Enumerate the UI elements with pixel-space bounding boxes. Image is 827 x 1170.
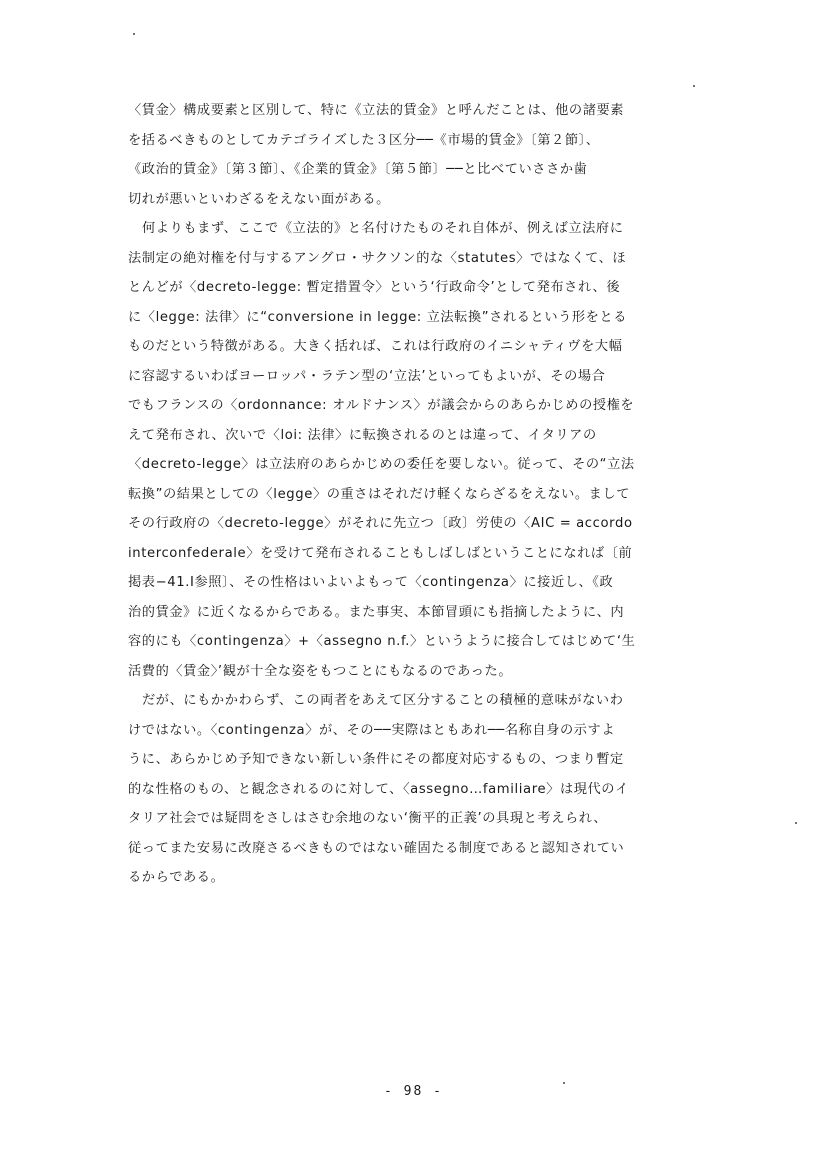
text-line: うに、あらかじめ予知できない新しい条件にその都度対応するもの、つまり暫定 — [128, 752, 624, 767]
scan-speck — [133, 33, 135, 35]
text-line: 《政治的賃金》〔第３節〕、《企業的賃金》〔第５節〕──と比べていささか歯 — [128, 162, 588, 177]
text-line: 活費的〈賃金〉’観が十全な姿をもつことにもなるのであった。 — [128, 663, 513, 679]
text-line: 何よりもまず、ここで《立法的》と名付けたものそれ自体が、例えば立法府に — [142, 221, 624, 236]
text-line: 容的にも〈contingenza〉+〈assegno n.f.〉というように接合してはじめて‘生 — [128, 634, 636, 649]
text-line: けではない。〈contingenza〉が、その──実際はともあれ──名称自身の示すよ — [128, 722, 616, 738]
text-line: 転換”の結果としての〈legge〉の重さはそれだけ軽くならざるをえない。まして — [128, 486, 631, 502]
text-line: 的な性格のもの、と観念されるのに対して、〈assegno…familiare〉は現代のイ — [128, 781, 629, 797]
text-line: 〈賃金〉構成要素と区別して、特に《立法的賃金》と呼んだことは、他の諸要素 — [128, 103, 625, 118]
text-line: えて発布され、次いで〈loi: 法律〉に転換されるのとは違って、イタリアの — [128, 427, 597, 443]
text-line: 治的賃金》に近くなるからである。また事実、本節冒頭にも指摘したように、内 — [128, 604, 625, 620]
page-number: - 98 - — [384, 1084, 443, 1099]
scan-speck — [795, 822, 797, 824]
text-line: を括るべきものとしてカテゴライズした３区分──《市場的賃金》〔第２節〕、 — [128, 132, 600, 148]
text-line: 法制定の絶対権を付与するアングロ・サクソン的な〈statutes〉ではなくて、ほ — [128, 250, 627, 266]
text-line: ものだという特徴がある。大きく括れば、これは行政府のイニシャティヴを大幅 — [128, 339, 623, 354]
text-line: 掲表−41.Ⅰ参照〕、その性格はいよいよもって〈contingenza〉に接近し、《政 — [128, 575, 614, 590]
text-line: に〈legge: 法律〉に“conversione in legge: 立法転換”されるという形をとる — [128, 309, 628, 325]
text-line: 切れが悪いといわざるをえない面がある。 — [128, 191, 390, 207]
text-line: interconfederale〉を受けて発布されることもしばしばということになれば〔前 — [128, 545, 633, 561]
text-line: でもフランスの〈ordonnance: オルドナンス〉が議会からのあらかじめの授権を — [128, 398, 635, 413]
text-line: とんどが〈decreto-legge: 暫定措置令〉という‘行政命令’として発布され、後 — [128, 280, 621, 295]
text-line: 従ってまた安易に改廃さるべきものではない確固たる制度であると認知されてい — [128, 840, 625, 856]
text-line: に容認するいわばヨーロッパ・ラテン型の‘立法’といってもよいが、その場合 — [128, 368, 606, 384]
text-line: だが、にもかかわらず、この両者をあえて区分することの積極的意味がないわ — [142, 693, 624, 708]
text-line: タリア社会では疑問をさしはさむ余地のない‘衡平的正義’の具現と考えられ、 — [128, 811, 608, 826]
body-text — [128, 96, 720, 893]
text-line: 〈decreto-legge〉は立法府のあらかじめの委任を要しない。従って、その“立法 — [128, 457, 635, 472]
text-line: その行政府の〈decreto-legge〉がそれに先立つ〔政〕労使の〈AIC = accordo — [128, 516, 633, 531]
scan-speck — [693, 85, 695, 87]
text-line: るからである。 — [128, 870, 225, 885]
